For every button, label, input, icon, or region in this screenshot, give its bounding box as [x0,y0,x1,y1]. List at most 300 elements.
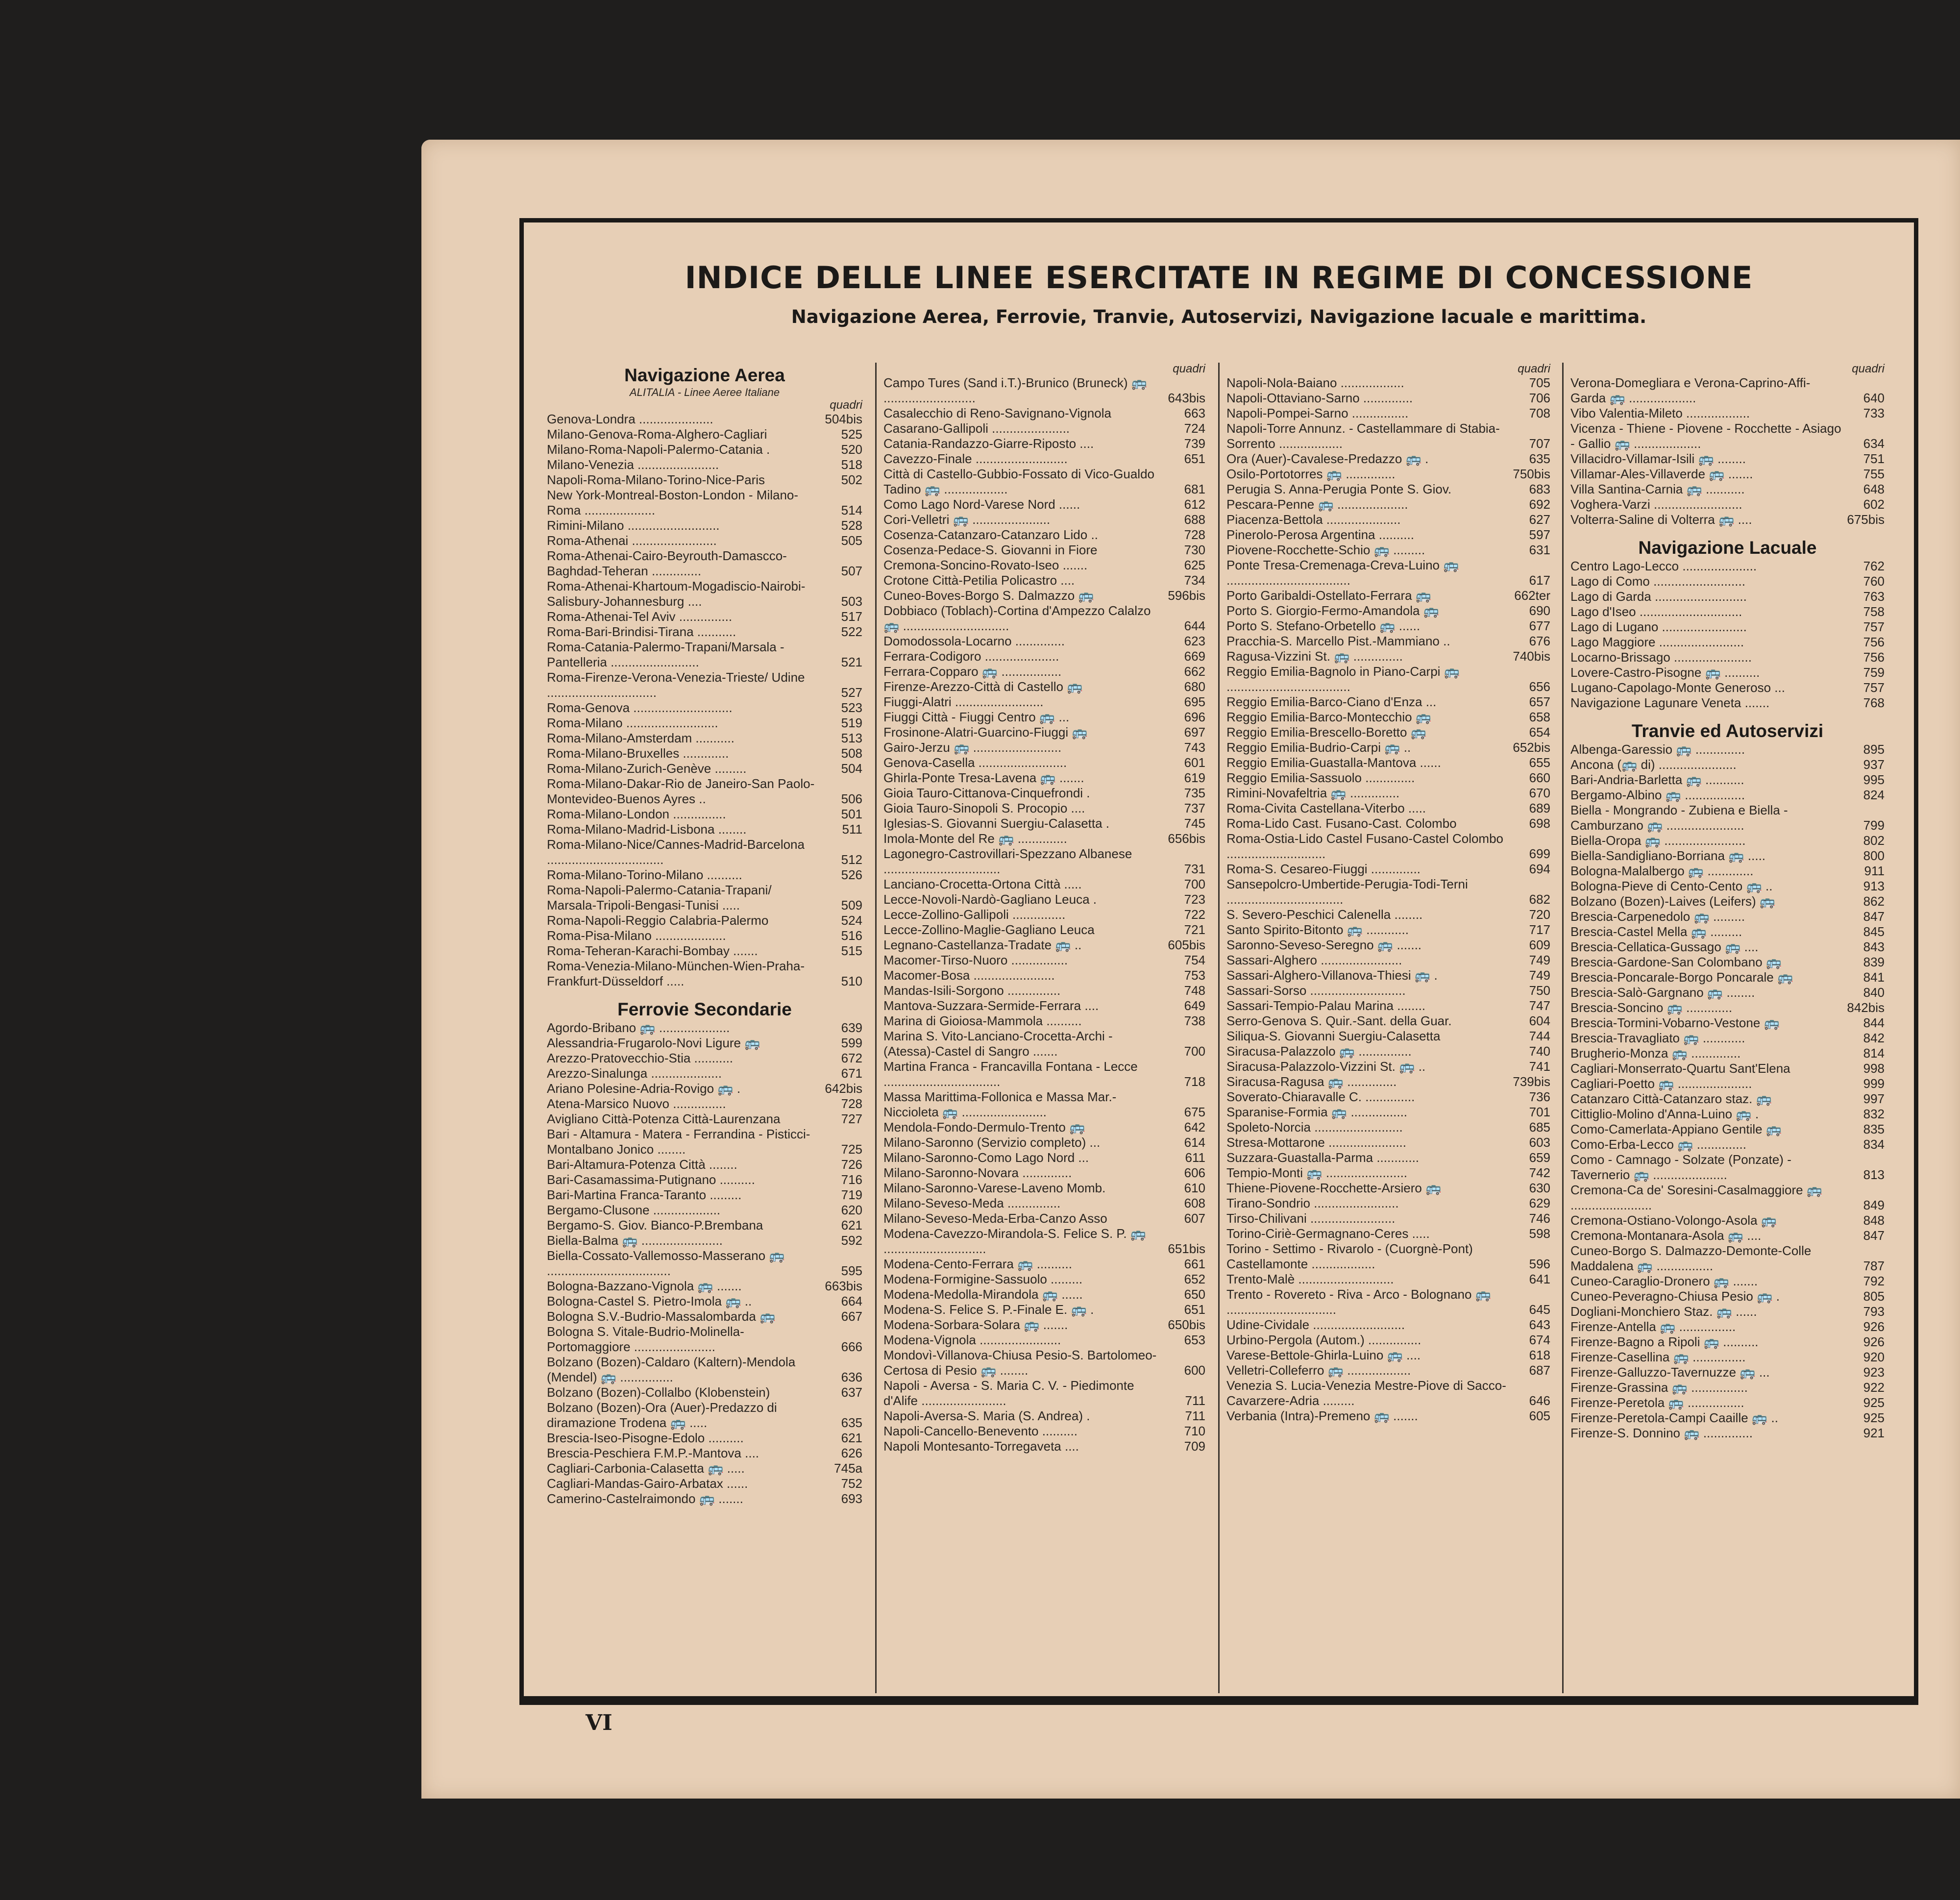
line-name: Sassari-Tempio-Palau Marina ........ [1226,998,1426,1013]
table-number: 699 [1529,846,1550,861]
table-number: 659 [1529,1150,1550,1165]
table-number: 757 [1863,619,1885,634]
table-number: 663 [1184,406,1205,420]
index-entry [1226,451,1550,467]
index-entry [883,877,1205,892]
line-name: Bologna S.V.-Budrio-Massalombarda 🚌 [547,1309,776,1324]
table-number: 644 [1184,618,1205,633]
table-number: 747 [1529,998,1550,1013]
table-number: 649 [1184,998,1205,1013]
line-name: Como - Camnago - Solzate (Ponzate) - Tavernerio 🚌 ..................... [1570,1152,1791,1182]
table-number: 750bis [1513,467,1550,481]
table-number: 631 [1529,543,1550,557]
index-entry [1226,831,1550,862]
index-entry [1226,953,1550,968]
line-name: Imola-Monte del Re 🚌 .............. [883,831,1067,846]
index-entry [1226,1059,1550,1074]
table-number: 596bis [1168,588,1205,603]
line-name: Roma-Bari-Brindisi-Tirana ........... [547,624,736,639]
line-name: Bari-Andria-Barletta 🚌 ........... [1570,772,1744,787]
table-number: 841 [1863,970,1885,985]
index-entry [883,1287,1205,1302]
line-name: Milano-Seveso-Meda-Erba-Canzo Asso [883,1211,1107,1226]
line-name: Lago di Como .......................... [1570,574,1745,589]
table-number: 708 [1529,406,1550,420]
index-entry [1226,1181,1550,1196]
line-name: Legnano-Castellanza-Tradate 🚌 .. [883,938,1082,952]
table-number: 921 [1863,1426,1885,1440]
index-entry [1570,1319,1885,1334]
index-entry [1226,1241,1550,1272]
table-number: 998 [1863,1061,1885,1076]
index-entry [547,1309,862,1324]
table-number: 618 [1529,1348,1550,1362]
table-number: 847 [1863,909,1885,924]
table-number: 740bis [1513,649,1550,664]
index-entry [1570,970,1885,985]
line-name: Macomer-Tirso-Nuoro ................ [883,953,1068,967]
index-entry [883,1226,1205,1257]
table-number: 512 [841,852,862,867]
line-name: Reggio Emilia-Barco-Montecchio 🚌 [1226,710,1432,724]
line-name: Milano-Saronno (Servizio completo) ... [883,1135,1101,1150]
line-name: Cori-Velletri 🚌 ...................... [883,512,1051,527]
index-entry [1226,588,1550,603]
quadri-header: quadri [1173,362,1205,375]
index-entry [883,1059,1205,1089]
table-number: 895 [1863,742,1885,757]
table-number: 847 [1863,1228,1885,1243]
index-entry [883,1089,1205,1120]
index-entry [547,1111,862,1127]
table-number: 657 [1529,694,1550,709]
table-number: 687 [1529,1363,1550,1378]
index-entry [547,427,862,442]
line-name: Cuneo-Boves-Borgo S. Dalmazzo 🚌 [883,588,1094,603]
table-number: 722 [1184,907,1205,922]
index-entry [883,922,1205,938]
index-entry [883,512,1205,527]
table-number: 692 [1529,497,1550,512]
index-entry [883,649,1205,664]
table-number: 605bis [1168,938,1205,952]
index-entry [1226,938,1550,953]
index-entry [547,1218,862,1233]
line-name: Napoli Montesanto-Torregaveta .... [883,1439,1079,1454]
table-number: 832 [1863,1107,1885,1121]
table-number: 640 [1863,391,1885,405]
line-name: Cremona-Montanara-Asola 🚌 .... [1570,1228,1762,1243]
index-entry [1226,786,1550,801]
line-name: Reggio Emilia-Brescello-Boretto 🚌 [1226,725,1427,740]
index-entry [883,588,1205,603]
table-number: 750 [1529,983,1550,998]
table-number: 717 [1529,922,1550,937]
table-number: 726 [841,1157,862,1172]
line-name: S. Severo-Peschici Calenella ........ [1226,907,1423,922]
table-number: 926 [1863,1319,1885,1334]
index-entry [1570,406,1885,421]
line-name: Albenga-Garessio 🚌 .............. [1570,742,1745,757]
line-name: Milano-Saronno-Varese-Laveno Momb. [883,1181,1106,1195]
table-number: 997 [1863,1091,1885,1106]
table-number: 698 [1529,816,1550,831]
line-name: Soverato-Chiaravalle C. .............. [1226,1089,1415,1104]
index-entry [1226,391,1550,406]
index-entry [547,883,862,913]
index-entry [883,406,1205,421]
table-number: 862 [1863,894,1885,909]
line-name: Genova-Casella ......................... [883,755,1067,770]
index-entry [547,1081,862,1096]
line-name: Stresa-Mottarone ...................... [1226,1135,1407,1150]
line-name: Gioia Tauro-Cittanova-Cinquefrondi . [883,786,1090,800]
line-name: Brescia-Castel Mella 🚌 ......... [1570,924,1742,939]
index-entry [547,928,862,943]
table-number: 517 [841,609,862,624]
line-name: Cuneo-Caraglio-Dronero 🚌 ....... [1570,1274,1758,1288]
index-entry [1570,985,1885,1000]
table-number: 705 [1529,375,1550,390]
index-entry [1226,421,1550,451]
table-number: 840 [1863,985,1885,1000]
line-name: Roma-Milano-Amsterdam ........... [547,731,735,745]
table-number: 629 [1529,1196,1550,1210]
index-entry [883,527,1205,543]
line-name: Verona-Domegliara e Verona-Caprino-Affi-Garda 🚌 ................... [1570,375,1811,405]
table-number: 635 [841,1415,862,1430]
page-subtitle: Navigazione Aerea, Ferrovie, Tranvie, Autoservizi, Navigazione lacuale e marittima. [791,306,1647,327]
line-name: Navigazione Lagunare Veneta ....... [1570,695,1770,710]
line-name: Napoli-Roma-Milano-Torino-Nice-Paris [547,472,765,487]
table-number: 599 [841,1036,862,1050]
line-name: Bergamo-Clusone ................... [547,1203,721,1217]
table-number: 802 [1863,833,1885,848]
index-entry [547,761,862,776]
index-entry [883,375,1205,406]
index-entry [1226,968,1550,983]
index-entry [883,1257,1205,1272]
table-number: 507 [841,564,862,578]
index-column-1 [540,363,869,1693]
index-entry [1570,650,1885,665]
index-entry [547,837,862,867]
table-number: 670 [1529,786,1550,800]
line-name: Macomer-Bosa ....................... [883,968,1055,983]
table-number: 606 [1184,1165,1205,1180]
line-name: Brescia-Tormini-Vobarno-Vestone 🚌 [1570,1015,1780,1030]
index-entry [883,1196,1205,1211]
section-title-ferrovie-secondarie: Ferrovie Secondarie [617,999,792,1019]
line-name: Campo Tures (Sand i.T.)-Brunico (Bruneck) 🚌 .......................... [883,375,1148,405]
table-number: 756 [1863,635,1885,649]
table-number: 709 [1184,1439,1205,1454]
line-name: Roma-Teheran-Karachi-Bombay ....... [547,943,758,958]
frame-bottom-rule [519,1701,1918,1705]
table-number: 652 [1184,1272,1205,1286]
line-name: Siracusa-Ragusa 🚌 .............. [1226,1074,1397,1089]
tranvie-list [1570,742,1885,1441]
table-number: 666 [841,1339,862,1354]
index-entry [547,548,862,579]
table-number: 612 [1184,497,1205,512]
line-name: Milano-Venezia ....................... [547,457,719,472]
table-number: 694 [1529,862,1550,876]
line-name: Brescia-Salò-Gargnano 🚌 ........ [1570,985,1755,1000]
table-number: 667 [841,1309,862,1324]
line-name: Lugano-Capolago-Monte Generoso ... [1570,680,1785,695]
table-number: 925 [1863,1410,1885,1425]
index-entry [547,1233,862,1248]
table-number: 597 [1529,527,1550,542]
index-entry [547,442,862,457]
line-name: Torino-Ciriè-Germagnano-Ceres ..... [1226,1226,1430,1241]
table-number: 923 [1863,1365,1885,1380]
line-name: Bergamo-S. Giov. Bianco-P.Brembana [547,1218,763,1233]
table-number: 999 [1863,1076,1885,1091]
table-number: 525 [841,427,862,442]
index-entry [547,716,862,731]
line-name: Siracusa-Palazzolo 🚌 ............... [1226,1044,1412,1059]
line-name: Como-Erba-Lecco 🚌 .............. [1570,1137,1746,1152]
table-number: 595 [841,1263,862,1278]
line-name: Firenze-Peretola-Campi Caaille 🚌 .. [1570,1410,1778,1425]
table-number: 681 [1184,482,1205,496]
index-entry [1226,527,1550,543]
index-entry [1226,770,1550,786]
line-name: Brugherio-Monza 🚌 .............. [1570,1046,1741,1061]
table-number: 526 [841,867,862,882]
table-number: 602 [1863,497,1885,512]
table-number: 926 [1863,1334,1885,1349]
line-name: Porto S. Giorgio-Fermo-Amandola 🚌 [1226,603,1440,618]
table-number: 760 [1863,574,1885,589]
table-number: 683 [1529,482,1550,496]
line-name: Brescia-Poncarale-Borgo Poncarale 🚌 [1570,970,1793,985]
line-name: Ferrara-Codigoro ..................... [883,649,1059,664]
index-entry [1226,1074,1550,1089]
index-entry [883,679,1205,694]
line-name: Cagliari-Monserrato-Quartu Sant'Elena [1570,1061,1790,1076]
index-entry [883,892,1205,907]
table-number: 621 [841,1218,862,1233]
index-entry [883,451,1205,467]
index-entry [1570,695,1885,711]
line-name: Cremona-Ca de' Soresini-Casalmaggiore 🚌 ....................... [1570,1183,1823,1212]
line-name: Volterra-Saline di Volterra 🚌 .... [1570,512,1752,527]
line-name: Lagonegro-Castrovillari-Spezzano Albanese ................................. [883,846,1132,876]
line-name: Venezia S. Lucia-Venezia Mestre-Piove di Sacco-Cavarzere-Adria ......... [1226,1378,1506,1408]
index-entry [1226,512,1550,527]
table-number: 643bis [1168,391,1205,405]
index-entry [547,1355,862,1385]
index-entry [883,603,1205,634]
table-number: 734 [1184,573,1205,588]
page-number: VI [586,1710,612,1735]
table-number: 835 [1863,1122,1885,1136]
index-entry [1226,922,1550,938]
quadri-header: quadri [1518,362,1550,375]
index-entry [1570,788,1885,803]
line-name: Modena-Formigine-Sassuolo ......... [883,1272,1083,1286]
table-number: 655 [1529,755,1550,770]
table-number: 625 [1184,558,1205,572]
index-entry [1570,848,1885,864]
table-number: 718 [1184,1074,1205,1089]
line-name: Roma-Venezia-Milano-München-Wien-Praha-Frankfurt-Düsseldorf ..... [547,959,805,988]
table-number: 661 [1184,1257,1205,1271]
line-name: Villamar-Ales-Villaverde 🚌 ....... [1570,467,1753,481]
index-entry [883,694,1205,710]
line-name: Modena-Sorbara-Solara 🚌 ....... [883,1317,1068,1332]
index-entry [1226,634,1550,649]
line-name: Ariano Polesine-Adria-Rovigo 🚌 . [547,1081,741,1096]
line-name: Milano-Saronno-Como Lago Nord ... [883,1150,1089,1165]
index-entry [1226,1408,1550,1424]
line-name: Bolzano (Bozen)-Collalbo (Klobenstein) [547,1385,770,1400]
table-number: 728 [841,1096,862,1111]
table-number: 598 [1529,1226,1550,1241]
table-number: 707 [1529,436,1550,451]
index-entry [1570,1152,1885,1183]
index-entry [1570,589,1885,604]
line-name: Bolzano (Bozen)-Laives (Leifers) 🚌 [1570,894,1776,909]
index-entry [547,640,862,670]
line-name: Arezzo-Sinalunga .................... [547,1066,722,1081]
line-name: Avigliano Città-Potenza Città-Laurenzana [547,1111,781,1126]
index-entry [547,1157,862,1172]
line-name: Napoli-Nola-Baiano .................. [1226,375,1404,390]
table-number: 680 [1184,679,1205,694]
line-name: Cosenza-Pedace-S. Giovanni in Fiore [883,543,1098,557]
line-name: Pracchia-S. Marcello Pist.-Mammiano .. [1226,634,1450,648]
table-number: 515 [841,943,862,958]
index-entry [1226,543,1550,558]
index-entry [1570,1274,1885,1289]
line-name: Cagliari-Poetto 🚌 ..................... [1570,1076,1752,1091]
table-number: 842bis [1847,1000,1885,1015]
table-number: 645 [1529,1302,1550,1317]
index-entry [883,1150,1205,1165]
index-entry [547,731,862,746]
table-number: 755 [1863,467,1885,481]
index-entry [547,1491,862,1506]
table-number: 753 [1184,968,1205,983]
index-entry [1226,1363,1550,1378]
index-entry [1570,1061,1885,1076]
line-name: Napoli - Aversa - S. Maria C. V. - Piedimonte d'Alife ........................ [883,1378,1134,1408]
table-number: 675bis [1847,512,1885,527]
line-name: Locarno-Brissago ...................... [1570,650,1752,665]
line-name: Cittiglio-Molino d'Anna-Luino 🚌 . [1570,1107,1759,1121]
table-number: 674 [1529,1332,1550,1347]
line-name: Roma-Milano .......................... [547,716,718,730]
index-entry [883,831,1205,846]
line-name: Firenze-Casellina 🚌 ............... [1570,1350,1746,1364]
line-name: Biella-Balma 🚌 ....................... [547,1233,723,1248]
line-name: Sparanise-Formia 🚌 ................ [1226,1105,1408,1119]
line-name: Fiuggi Città - Fiuggi Centro 🚌 ... [883,710,1070,724]
line-name: Lecce-Novoli-Nardò-Gagliano Leuca . [883,892,1097,907]
line-name: Villa Santina-Carnia 🚌 ........... [1570,482,1745,496]
line-name: Ponte Tresa-Cremenaga-Creva-Luino 🚌 ................................... [1226,558,1459,588]
table-number: 758 [1863,604,1885,619]
line-name: Cremona-Ostiano-Volongo-Asola 🚌 [1570,1213,1777,1228]
index-entry [547,807,862,822]
table-number: 671 [841,1066,862,1081]
index-entry [1570,1000,1885,1015]
table-number: 762 [1863,559,1885,573]
line-name: Sassari-Alghero ....................... [1226,953,1402,967]
index-entry [1226,907,1550,922]
index-entry [1570,894,1885,909]
line-name: Lago Maggiore ........................ [1570,635,1744,649]
index-entry [1570,1289,1885,1304]
index-entry [547,1187,862,1203]
table-number: 731 [1184,862,1205,876]
index-entry [883,1029,1205,1059]
line-name: Reggio Emilia-Budrio-Carpi 🚌 .. [1226,740,1411,755]
airline-note: ALITALIA - Linee Aeree Italiane [629,386,780,398]
line-name: Roma-S. Cesareo-Fiuggi .............. [1226,862,1421,876]
table-number: 724 [1184,421,1205,436]
table-number: 799 [1863,818,1885,833]
table-number: 787 [1863,1258,1885,1273]
line-name: Cagliari-Carbonia-Calasetta 🚌 ..... [547,1461,745,1476]
index-entry [1570,939,1885,955]
index-entry [547,472,862,488]
line-name: Bari-Martina Franca-Taranto ......... [547,1187,742,1202]
table-number: 511 [842,822,862,837]
line-name: Roma-Napoli-Reggio Calabria-Palermo [547,913,769,928]
line-name: Biella-Sandigliano-Borriana 🚌 ..... [1570,848,1766,863]
index-entry [1226,1378,1550,1408]
line-name: Roma-Firenze-Verona-Venezia-Trieste/ Udine ............................... [547,670,805,700]
line-name: Ghirla-Ponte Tresa-Lavena 🚌 ....... [883,770,1084,785]
index-entry [1226,1165,1550,1181]
table-number: 505 [841,533,862,548]
index-entry [1226,998,1550,1013]
index-entry [1570,1365,1885,1380]
line-name: Roma-Milano-Nice/Cannes-Madrid-Barcelona ................................. [547,837,805,867]
line-name: Biella-Cossato-Vallemosso-Masserano 🚌 ................................... [547,1248,785,1278]
table-number: 745a [834,1461,862,1476]
table-number: 636 [841,1370,862,1384]
line-name: Reggio Emilia-Guastalla-Mantova ...... [1226,755,1441,770]
line-name: Como-Camerlata-Appiano Gentile 🚌 [1570,1122,1782,1136]
line-name: Bologna-Malalbergo 🚌 ............. [1570,864,1754,878]
table-number: 756 [1863,650,1885,665]
table-number: 510 [841,974,862,988]
table-number: 792 [1863,1274,1885,1288]
line-name: Roma-Athenai-Tel Aviv ............... [547,609,733,624]
table-number: 768 [1863,695,1885,710]
line-name: Massa Marittima-Follonica e Massa Mar.- Niccioleta 🚌 ........................ [883,1089,1117,1119]
table-number: 723 [1184,892,1205,907]
index-entry [1570,803,1885,833]
table-number: 748 [1184,983,1205,998]
line-name: Frosinone-Alatri-Guarcino-Fiuggi 🚌 [883,725,1088,740]
table-number: 737 [1184,801,1205,815]
index-entry [1226,1089,1550,1105]
line-name: Pinerolo-Perosa Argentina .......... [1226,527,1414,542]
index-entry [1226,816,1550,831]
table-number: 621 [841,1431,862,1445]
table-number: 627 [1529,512,1550,527]
table-number: 995 [1863,772,1885,787]
table-number: 744 [1529,1029,1550,1043]
line-name: Dogliani-Monchiero Staz. 🚌 ...... [1570,1304,1757,1319]
